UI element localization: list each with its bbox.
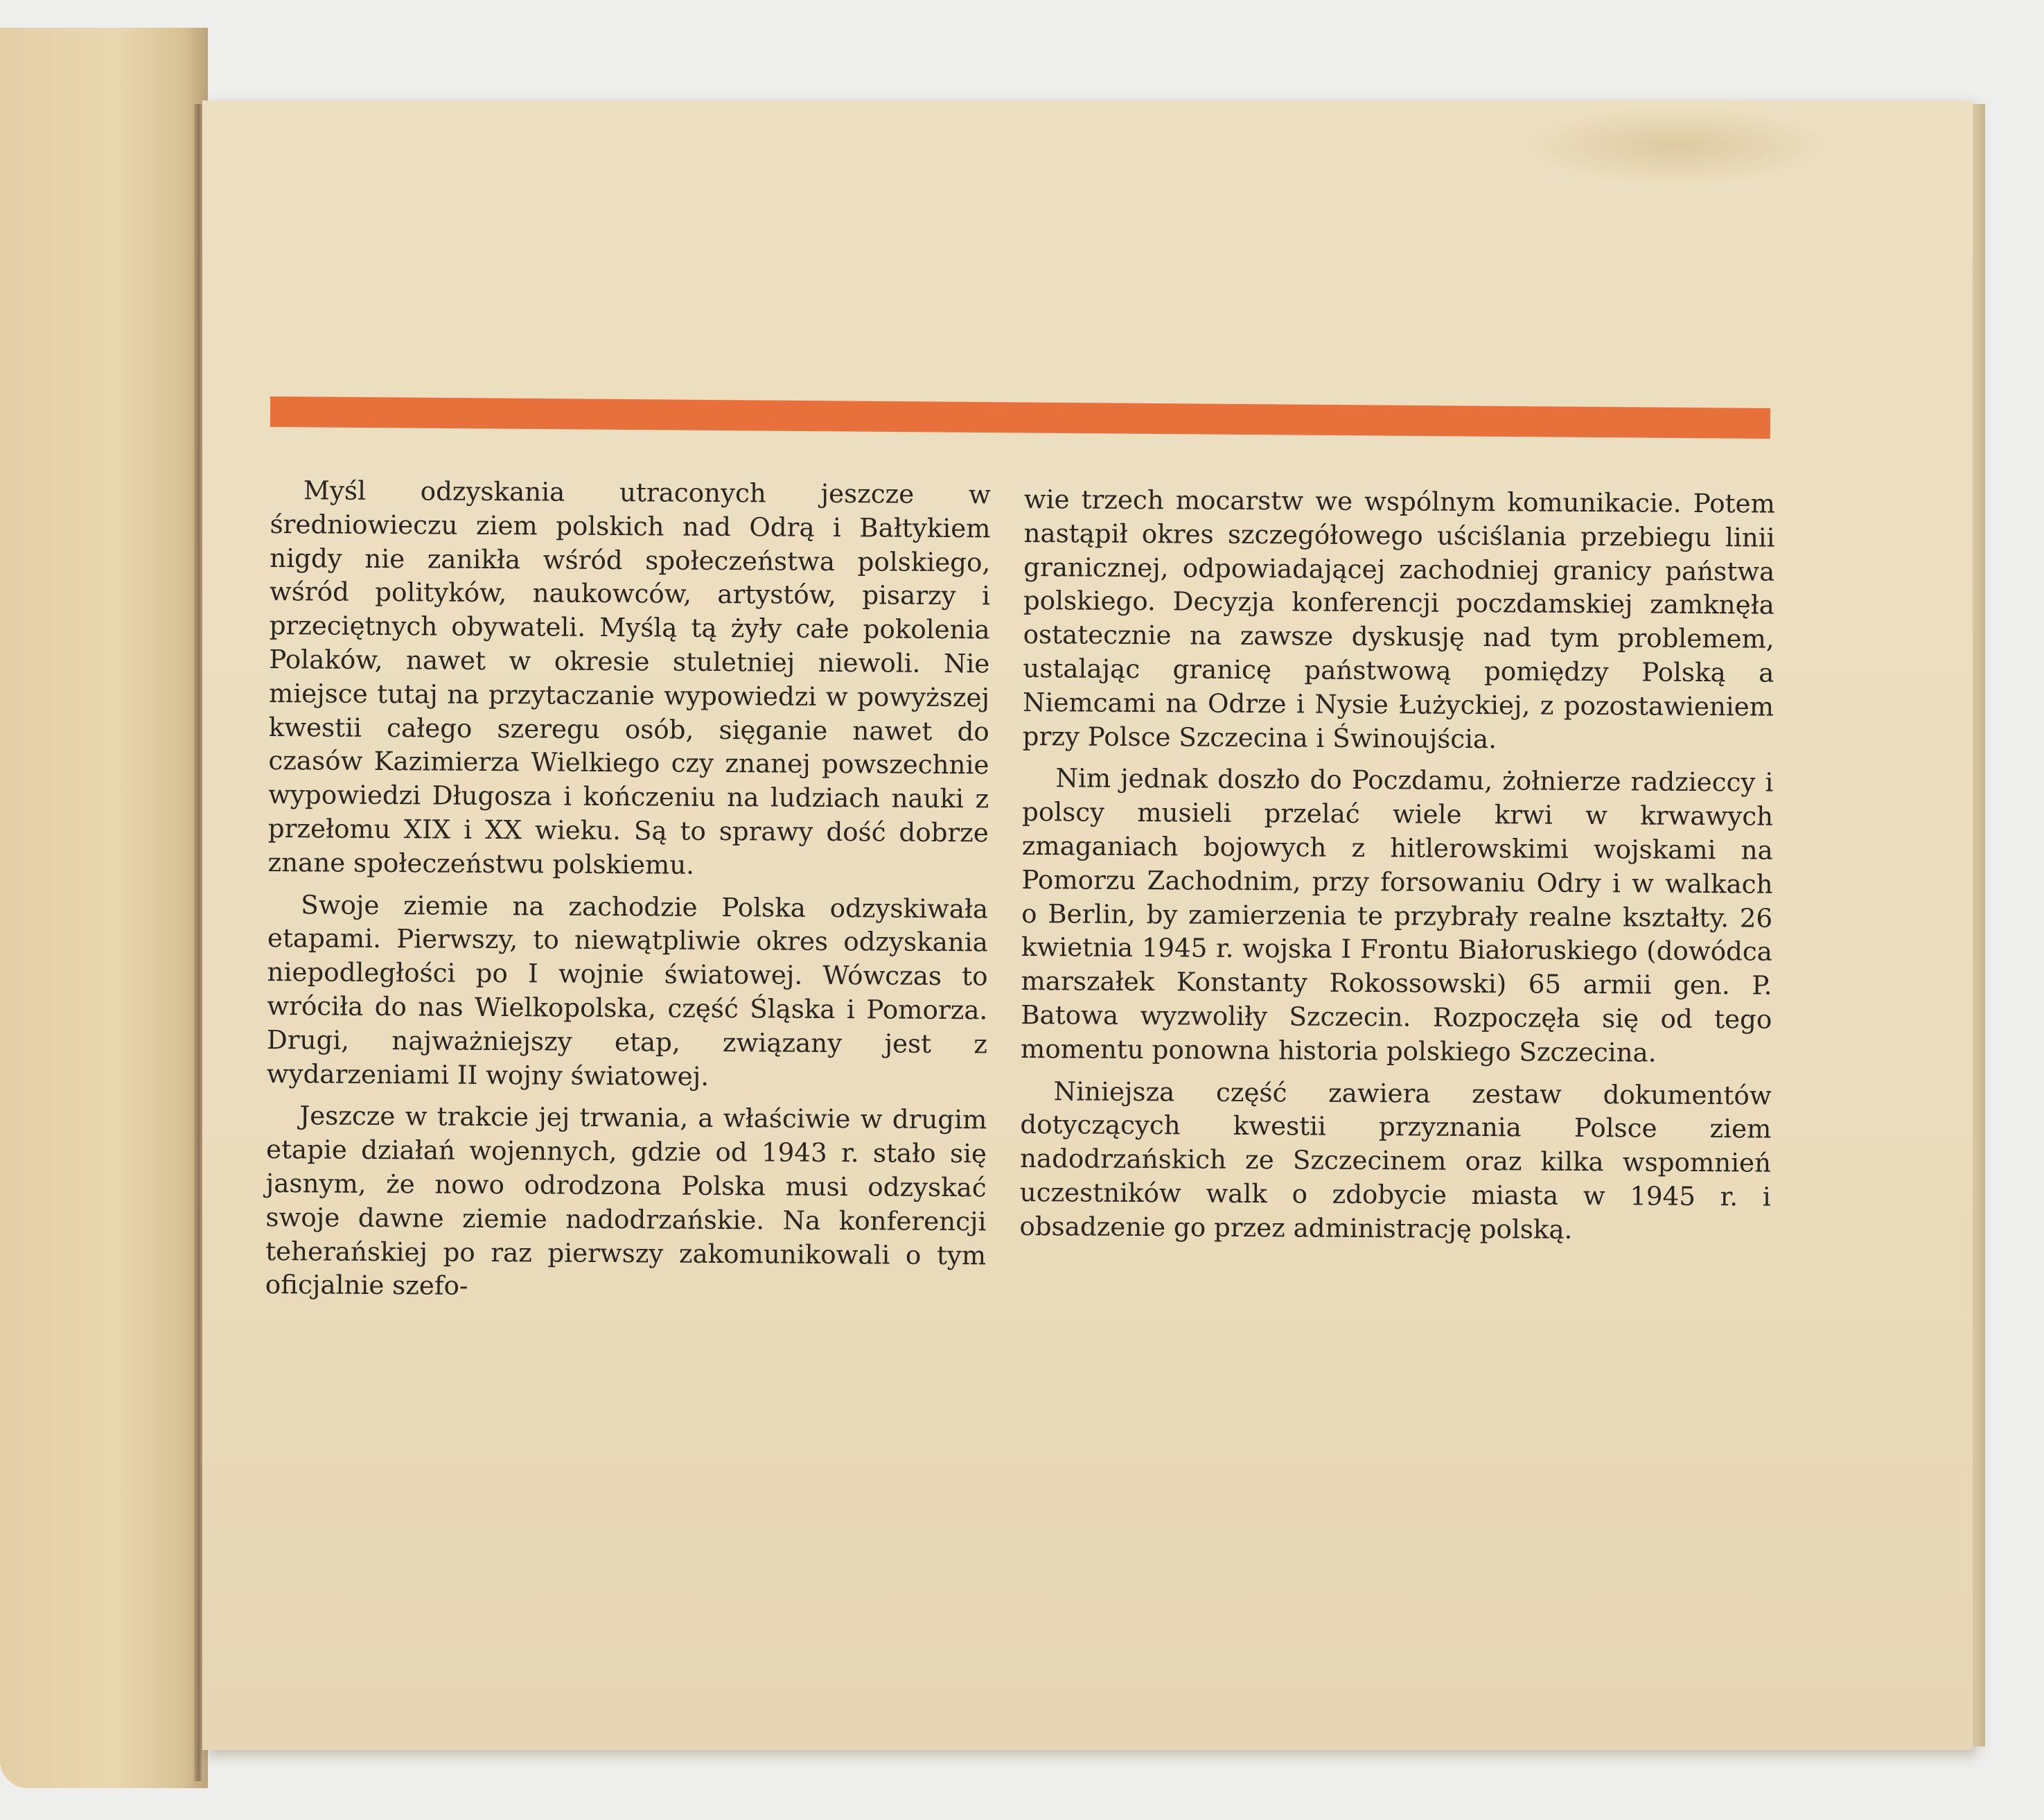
text-column-right	[1019, 482, 1775, 1256]
paragraph: Jeszcze w trakcie jej trwania, a właściwie w drugim etapie działań wojennych, gdzie od 1943 r. stało się jasnym, że nowo odrodzona Polska musi odzyskać swoje dawne ziemie nadodrzańskie. Na konferencji teherańskiej po raz pierwszy zakomunikowali o tym oficjalnie szefo-	[265, 1100, 987, 1302]
left-page	[0, 28, 208, 1788]
paragraph: Myśl odzyskania utraconych jeszcze w średniowieczu ziem polskich nad Odrą i Bałtykiem nigdy nie zanikła wśród społeczeństwa polskiego, wśród polityków, naukowców, artystów, pisarzy i przeciętnych obywateli. Myślą tą żyły całe pokolenia Polaków, nawet w okresie stuletniej niewoli. Nie miejsce tutaj na przytaczanie wypowiedzi w powyższej kwestii całego szeregu osób, sięganie nawet do czasów Kazimierza Wielkiego czy znanej powszechnie wypowiedzi Długosza i kończeniu na ludziach nauki z przełomu XIX i XX wieku. Są to sprawy dość dobrze znane społeczeństwu polskiemu.	[267, 475, 991, 880]
page-edge	[1973, 104, 1985, 1747]
paper-stain	[1510, 104, 1843, 187]
text-column-left	[265, 473, 991, 1314]
paragraph: Niniejsza część zawiera zestaw dokumentów dotyczących kwestii przyznania Polsce ziem nadodrzańskich ze Szczecinem oraz kilka wspomnień uczestników walk o zdobycie miasta w 1945 r. i obsadzenie go przez administrację polską.	[1019, 1075, 1772, 1245]
paragraph: Swoje ziemie na zachodzie Polska odzyskiwała etapami. Pierwszy, to niewątpliwie okres odzyskania niepodległości po I wojnie światowej. Wówczas to wróciła do nas Wielkopolska, część Śląska i Pomorza. Drugi, najważniejszy etap, związany jest z wydarzeniami II wojny światowej.	[266, 889, 989, 1092]
paragraph: wie trzech mocarstw we wspólnym komunikacie. Potem nastąpił okres szczegółowego uściślania przebiegu linii granicznej, odpowiadającej zachodniej granicy państwa polskiego. Decyzja konferencji poczdamskiej zamknęła ostatecznie na zawsze dyskusję nad tym problemem, ustalając granicę państwową pomiędzy Polską a Niemcami na Odrze i Nysie Łużyckiej, z pozostawieniem przy Polsce Szczecina i Świnoujścia.	[1022, 483, 1775, 754]
paragraph: Nim jednak doszło do Poczdamu, żołnierze radzieccy i polscy musieli przelać wiele krwi w krwawych zmaganiach bojowych z hitlerowskimi wojskami na Pomorzu Zachodnim, przy forsowaniu Odry i w walkach o Berlin, by zamierzenia te przybrały realne kształty. 26 kwietnia 1945 r. wojska I Frontu Białoruskiego (dowódca marszałek Konstanty Rokossowski) 65 armii gen. P. Batowa wyzwoliły Szczecin. Rozpoczęła się od tego momentu ponowna historia polskiego Szczecina.	[1020, 762, 1774, 1068]
